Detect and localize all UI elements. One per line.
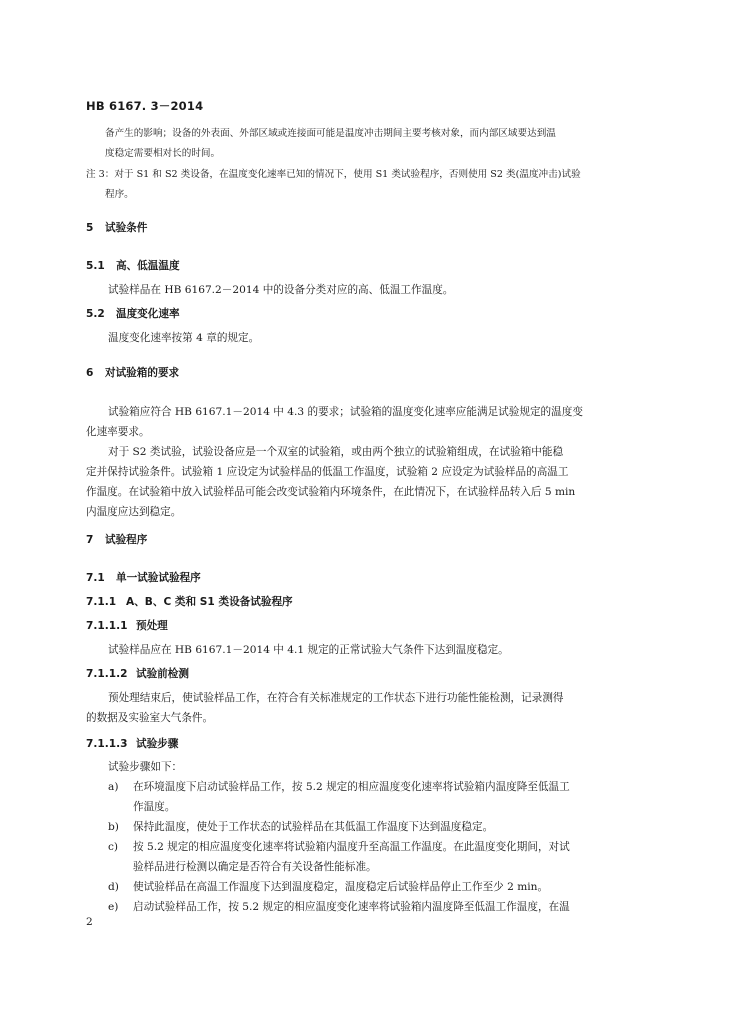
section-number: 5.1: [86, 260, 105, 272]
list-item: [86, 897, 626, 917]
section-number: 7.1.1.2: [86, 668, 128, 680]
list-item-line: 启动试验样品工作，按 5.2 规定的相应温度变化速率将试验箱内温度降至低温工作温度，在温: [133, 901, 570, 913]
section-number: 5: [86, 222, 94, 234]
section-title: 试验条件: [105, 222, 148, 234]
section-number: 7: [86, 534, 94, 546]
list-marker: b): [108, 821, 119, 833]
section-5-2-heading: [86, 306, 180, 321]
section-title: 试验前检测: [136, 668, 189, 680]
list-item: [86, 777, 626, 817]
section-title: 高、低温温度: [116, 260, 180, 272]
list-marker: c): [108, 841, 119, 853]
note-line: 程序。: [105, 189, 134, 200]
note-continuation: [86, 124, 626, 164]
section-6-paragraph-1: [86, 402, 626, 442]
section-7-heading: [86, 532, 147, 547]
section-7-1-1-3-heading: [86, 736, 178, 751]
section-number: 7.1: [86, 572, 105, 584]
section-5-1-body: [86, 280, 626, 300]
section-6-heading: [86, 365, 179, 380]
page-number: 2: [86, 916, 93, 928]
list-item-line: 作温度。: [133, 801, 176, 813]
paragraph-line: 对于 S2 类试验，试验设备应是一个双室的试验箱，或由两个独立的试验箱组成，在试验箱中能稳: [108, 446, 564, 458]
paragraph-line: 定并保持试验条件。试验箱 1 应设定为试验样品的低温工作温度，试验箱 2 应设定为试验样品的高温工: [86, 466, 569, 478]
section-5-1-heading: [86, 258, 180, 273]
section-number: 7.1.1.1: [86, 620, 128, 632]
section-title: 单一试验试验程序: [116, 572, 201, 584]
note-line: 注 3：对于 S1 和 S2 类设备，在温度变化速率已知的情况下，使用 S1 类试验程序，否则使用 S2 类(温度冲击)试验: [86, 169, 581, 180]
section-number: 7.1.1.3: [86, 738, 128, 750]
section-7-1-1-1-heading: [86, 618, 168, 633]
paragraph-line: 内温度应达到稳定。: [86, 506, 182, 518]
section-7-1-1-2-heading: [86, 666, 189, 681]
section-6-paragraph-2: [86, 442, 626, 522]
paragraph-line: 化速率要求。: [86, 426, 150, 438]
section-7-1-heading: [86, 570, 201, 585]
note-line: 度稳定需要相对长的时间。: [105, 148, 221, 159]
section-5-heading: [86, 220, 147, 235]
list-item-line: 保持此温度，使处于工作状态的试验样品在其低温工作温度下达到温度稳定。: [133, 821, 494, 833]
paragraph-line: 温度变化速率按第 4 章的规定。: [108, 332, 260, 344]
paragraph-line: 预处理结束后，使试验样品工作，在符合有关标准规定的工作状态下进行功能性能检测，记录测得: [108, 692, 564, 704]
section-title: 试验程序: [105, 534, 148, 546]
list-item: [86, 877, 626, 897]
list-marker: a): [108, 781, 119, 793]
list-marker: e): [108, 901, 119, 913]
paragraph-line: 作温度。在试验箱中放入试验样品可能会改变试验箱内环境条件，在此情况下，在试验样品转入后 5 min: [86, 486, 576, 498]
note-3: [86, 165, 626, 205]
list-marker: d): [108, 881, 119, 893]
section-title: 对试验箱的要求: [105, 367, 180, 379]
list-item-line: 在环境温度下启动试验样品工作，按 5.2 规定的相应温度变化速率将试验箱内温度降至低温工: [133, 781, 570, 793]
paragraph-line: 试验箱应符合 HB 6167.1－2014 中 4.3 的要求；试验箱的温度变化速率应能满足试验规定的温度变: [108, 406, 583, 418]
section-number: 5.2: [86, 308, 105, 320]
paragraph-line: 试验样品应在 HB 6167.1－2014 中 4.1 规定的正常试验大气条件下达到温度稳定。: [108, 644, 509, 656]
section-7-1-1-2-body: [86, 688, 626, 728]
section-title: 预处理: [136, 620, 168, 632]
paragraph-line: 试验样品在 HB 6167.2－2014 中的设备分类对应的高、低温工作温度。: [108, 284, 454, 296]
section-title: 温度变化速率: [116, 308, 180, 320]
section-title: A、B、C 类和 S1 类设备试验程序: [126, 596, 293, 608]
section-7-1-1-1-body: [86, 640, 626, 660]
list-item: [86, 837, 626, 877]
document-header: HB 6167. 3－2014: [86, 99, 204, 113]
list-item-line: 使试验样品在高温工作温度下达到温度稳定，温度稳定后试验样品停止工作至少 2 min。: [133, 881, 549, 893]
section-5-2-body: [86, 328, 626, 348]
list-item-line: 验样品进行检测以确定是否符合有关设备性能标准。: [133, 861, 377, 873]
steps-intro: [86, 757, 626, 777]
note-line: 备产生的影响；设备的外表面、外部区域或连接面可能是温度冲击期间主要考核对象，而内部区域要达到温: [105, 128, 556, 139]
paragraph-line: 试验步骤如下：: [108, 761, 183, 773]
list-item-line: 按 5.2 规定的相应温度变化速率将试验箱内温度升至高温工作温度。在此温度变化期间，对试: [133, 841, 570, 853]
section-number: 7.1.1: [86, 596, 117, 608]
section-number: 6: [86, 367, 94, 379]
list-item: [86, 817, 626, 837]
paragraph-line: 的数据及实验室大气条件。: [86, 712, 214, 724]
section-7-1-1-heading: [86, 594, 293, 609]
section-title: 试验步骤: [136, 738, 179, 750]
